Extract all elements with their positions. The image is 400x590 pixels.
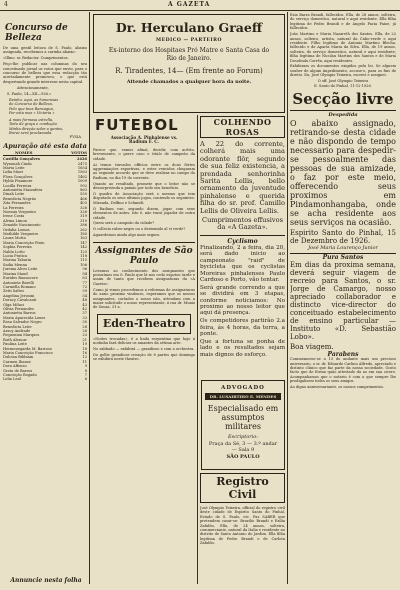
paragraph: Parece que, vamos afinal, decidir, com acêrto, brevemente, o grave caso o titulo de campeão da cidade. (93, 147, 195, 161)
column-registro (200, 472, 285, 586)
vote-count: 118 (80, 254, 87, 259)
contestant-name: Maria Aparecida Lenes (3, 315, 46, 320)
contestant-name: Paulina Leite (3, 342, 27, 347)
contestant-name: Wynonah Cinda (3, 161, 32, 166)
contestant-name: Hermenegarda M. Barroso (3, 346, 53, 351)
vote-count: 83 (82, 276, 87, 281)
contestant-name: Lucia Pratica (3, 254, 28, 259)
vote-count: 26 (82, 328, 87, 333)
paragraph: Finalizando, 2 a feira, dia 20, será dado inicio ao campeonato "raid" de bycicleta que os cyclistas Moreiras pinhalenses Paulo Cardoso e Porto, vão tentar. (200, 244, 285, 283)
vote-count: 21 (82, 337, 87, 342)
vote-row (3, 377, 87, 381)
ad-address: R. Tiradentes, 14— (Em frente ao Forum) (115, 67, 263, 75)
vote-count: 18 (82, 346, 87, 351)
contestant-name: Sophia Ferreira (3, 245, 32, 250)
subheading: Pura Santos (322, 253, 364, 261)
contestant-name: Nalda Lotto (3, 249, 25, 254)
ad-address: Praça da Sé, 3 — 3.º andar — Sala 9 (208, 441, 278, 453)
contestant-name: Lidia Miori (3, 170, 24, 175)
vote-count: 7 (84, 373, 87, 378)
vote-count: 180 (80, 232, 87, 237)
ad-heading: ADVOGADO (221, 385, 265, 391)
vote-count: 2475 (77, 161, 87, 166)
contestant-name: Jurema Alves Leite (3, 267, 38, 272)
vote-count: 1009 (77, 179, 87, 184)
ad-footer: Annuncie nesta folha (10, 577, 82, 584)
contestant-name: Aracy Andrade (3, 328, 31, 333)
column-rule (89, 12, 90, 584)
contestant-name: Antonietta Mazzafera (3, 187, 43, 192)
contestant-name: Dora Affonso (3, 364, 27, 369)
section-title: COLHENDO ROSAS (200, 116, 285, 138)
vote-count: 1654 (77, 165, 87, 170)
page-header (0, 0, 400, 11)
contestant-name: Olga Miluci (3, 302, 25, 307)
contestant-name: Antonieta Barelli (3, 280, 34, 285)
vote-count: 12 (82, 355, 87, 360)
signature: O off. José Olympio Teixeira (317, 79, 369, 84)
ad-role: MEDICO — PARTEIRO (156, 38, 222, 43)
vote-count: 28 (82, 324, 87, 329)
column-header-names: NOMES (15, 149, 33, 155)
signature: S. Paulo, 14—XII—926.» (7, 91, 52, 96)
vote-count: 9 (84, 364, 87, 369)
section-title: Cyclismo (227, 237, 258, 245)
verse-line: Breve será proclamada. (9, 130, 53, 135)
contestant-name: Olivia Fernandes (3, 306, 34, 311)
vote-count: 6 (84, 377, 87, 382)
contestant-name: Maria Conceição Pinto (3, 240, 45, 245)
contestant-name: Dinah Leite (3, 192, 25, 197)
vote-count: 77 (82, 280, 87, 285)
contestant-name: Zita Fernandes (3, 201, 31, 206)
contestant-name: Pequenina Marques (3, 333, 40, 338)
contestant-name: Antonietta Barros (3, 311, 36, 316)
subheading: Associação A. Pinhalense vs. Radium F. C. (110, 135, 178, 145)
verse-line: Teito de graça e condução (9, 122, 57, 127)
ad-office: Escriptorio: (228, 434, 258, 440)
contestant-name: Irene Costa (3, 214, 25, 219)
contestant-name: Marina Maud (3, 271, 28, 276)
signature: José Maria Lourenço Junior (308, 245, 378, 252)
vote-count: 310 (80, 218, 87, 223)
contestant-name: Ruth Alencar (3, 337, 27, 342)
vote-count: 94 (82, 271, 87, 276)
section-title: FUTEBOL (95, 116, 179, 134)
vote-count: 37 (82, 311, 87, 316)
vote-count: 147 (80, 240, 87, 245)
paragraph: O collecio rubro-negro ou o destemido al vi verde? (93, 227, 186, 232)
contestant-name: Alvina Limon (3, 218, 27, 223)
contestant-name: Angelina Jerusini (3, 293, 35, 298)
vote-count: 142 (80, 245, 87, 250)
contestant-name: Zenaide Nascimento (3, 223, 41, 228)
paragraph: Commemorou-se a 13 do andante mais um precioso aniversario, o sr. dr. Eduardo Carlino Alfredo, apreciado e distinto clinico que faz parte da nossa sociedade. Gosto facto que de fórma quão attestado da ao em sua cicero. Acompanhamos que o notario é com a que sempre lhe prodigalisem todos os seus amigos. (290, 357, 396, 384)
ad-hours: Attende chamados a qualquer hora da noite. (126, 79, 252, 85)
author: FYSIA (69, 135, 81, 140)
paragraph: Quanto ao resultado, promete que o leitor não se dessorpreenda a paixão por todo seu beneficio. (93, 181, 195, 191)
paragraph: A 22 do corrente, colherá mais uma odorante flôr, segundo de sua feliz existencia, a prendada senhorinha Sarita Lellis, bello ornamento da juventude pinhalense e querida filha do sr. prof. Camillo Lellis de Oliveira Lellis. (200, 140, 285, 215)
vote-count: 54 (82, 293, 87, 298)
paragraph: Ai temos travados offícios entre os dous fórtes aggremiações esportivas, e estes vencidos chegaram ao seguinte accordo que se deve realizar no campo do Radium, no dia 19 do corrente. (93, 162, 195, 180)
paragraph: Espirito Santo do Pinhal, 15 de Dezembro de 1926. (290, 228, 396, 245)
contestant-name: Zetti Saltes (3, 289, 24, 294)
paragraph: Como já vimos procedemos a reformas de assignaturas do anno proximo vindouro, esperamos que os nossos assignantes, cortados o nosso não, attendam com a maior solicitude o nosso representante, á rua dr. Muniz de Souza, 31 a. (93, 287, 195, 310)
contestant-name: Eurides Buonocore (3, 276, 38, 281)
vote-count: 1563 (77, 170, 87, 175)
contestant-name: Flora Gonçalves (3, 174, 33, 179)
section-title: Concurso de Belleza (5, 23, 68, 43)
verse-line: do Concurso de Belleza, (9, 102, 53, 107)
contestant-name: Rosa Salvador Negro (3, 320, 42, 325)
contestant-name: Carmen Ibanez (3, 359, 31, 364)
contestant-name: Hylda Finamore (3, 179, 33, 184)
vote-count: 43 (82, 302, 87, 307)
paragraph: Cumprimentos effusivos da «A Gazeta». (202, 216, 283, 232)
contestant-name: La Ferreira (3, 205, 24, 210)
paragraph: O quadro de Associação será o mesmo que tem disputado os seus ultimos jogos, contendo os seguintes: Miranda, Delfino e Schmidt. (93, 191, 195, 205)
subheading: Parabens (327, 350, 359, 358)
column-seccao-livre (290, 13, 396, 588)
vote-count: 326 (80, 205, 87, 210)
ad-name: DR. LUSAIRTIHO E. MENDES (205, 393, 281, 400)
contestant-name: Noemia Vergueiro (3, 210, 37, 214)
paragraph: José Olympio Teixeira, official do registro civil deste cidade de Espirito Santo do Pinhal, Estado de S. Paulo, etc. Faz SABER que pretendem casar-se: Brazilio Brandi e Ezilia Zafalôn, Ella, de 24 annos, solteira, commerciante, natural da Italia e residente no distrito de Santo Antonio do Jardim. Ella filha legitima de Pedro Brandi e de Carlota Zafalôn. (200, 506, 285, 546)
paragraph: O Radium vae, segundo dizem, jogar com seus elementos de antes, isto é, não trará jogador de outra cidade. (93, 206, 195, 220)
paragraph: «Noites trocadas», é a linda serpentina que hoje á noitinha fará deliciar os amantes da sétima arte. (93, 336, 195, 346)
vote-count: 16 (82, 351, 87, 355)
vote-count: 262 (80, 227, 87, 232)
vote-count: 59 (82, 289, 87, 294)
paragraph: Ezia Barra Brandi, fallecidos. Ella, de 28 annos, solteira, do serviço domestico, natural e aqui residente. Ella filha legitima de Pedro Brandi e de Angelo Pacia Faioe, já fallecidos. (290, 13, 396, 31)
vote-count: 8 (84, 368, 87, 373)
contestant-name: Doracy Cavalcanti (3, 298, 37, 303)
column-concurso (3, 13, 87, 588)
verse-line: Pelo que teus Rancagua, (9, 106, 54, 111)
vote-count: 403 (80, 201, 87, 206)
signature: Attenciosamente, (17, 85, 49, 90)
vote-count: 33 (82, 315, 87, 320)
lawyer-ad (201, 380, 285, 470)
tally-heading: Apuração até esta data (3, 141, 87, 150)
contestant-name: Dulcina Bibbiam (3, 355, 34, 360)
vote-count: 23 (82, 333, 87, 338)
vote-count: 42 (82, 306, 87, 311)
vote-count: 163 (80, 236, 87, 241)
contestant-name: Greta de Barros (3, 368, 33, 373)
section-title: Secção livre (292, 90, 394, 108)
ad-name: Dr. Herculano Graeff (115, 20, 263, 35)
contestant-name: Marta Leite (3, 165, 25, 170)
vote-count: 48 (82, 298, 87, 303)
doctor-ad (93, 14, 285, 113)
contestant-name: Conceição Rogado (3, 373, 37, 378)
paragraph: Em dias da proxima semana, deverá seguir viagem de recreio para Santos, o sr. Jorge de Camargo, nosso apreciado collaborador e distincto vice-director do conceituado estabelecimento de ensino particular — Instituto «D. Sebastião Lobo». (290, 261, 396, 342)
contestant-name: Benedicta Leite (3, 324, 32, 329)
section-title: Eden-Theatro (102, 316, 186, 330)
vote-count: 30 (82, 320, 87, 325)
ad-city: SÃO PAULO (226, 454, 260, 460)
contestant-name: Lucilla Ferreira (3, 183, 32, 188)
vote-list (3, 157, 87, 382)
vote-count: 319 (80, 214, 87, 219)
contestant-name: Maria Conceição Francisco (3, 351, 53, 355)
paragraph: Peço-lhe publicar nas columnas do seu conceituado jornal os votos que envio, para o concurso de belleza que essa redacção tão acertadamente promoveu, e que está despertando grande interesse nesta capital. (3, 62, 87, 84)
ad-specialty: Especialisado em assumptos militares (207, 404, 279, 431)
paragraph: Do golbe grandiose creação de 8 partes que domingo se exhibirá neste theatro. (93, 353, 195, 362)
contestant-name: Marina Tabarin (3, 258, 32, 263)
paragraph: Levamos ao conhecimento dos assignantes que possuímos em S. Paulo que lá nos cedo esgotou tarde e assim de tanto que recebem assignaturas da «A Gazeta». (93, 268, 195, 286)
paragraph: O abaixo assignado, retirando-se desta cidade e não dispondo de tempo necessario para despedir-se pessoalmente das pessoas de sua amizade, o faz por este meio, offerecendo seus proximos em Pindamonhangaba, onde se acha residente aos seus serviços na ocasião. (290, 119, 396, 228)
paragraph: Que a fortuna se ponha de lado e os resultados sejam mais dignos do esforço. (200, 339, 285, 358)
vote-count: 286 (80, 223, 87, 228)
vote-count: 992 (80, 183, 87, 188)
paragraph: João Martino e Maria Nazareth dos Santos. Ella, de 22 annos, solteiro, artista, natural da Cabo-verde e aqui residente. Filho legítimo de Antonio Martino Blecha, fallecido e de Aparta Maria da Silva. Ella, de 19 annos, solteira, do serviço domestico, natural e aqui residente; filha legitima de Nicolau Martins dos Santos e de Maria Dosolinda Corrêa, aqui residentes. (290, 32, 396, 63)
vote-count: 326 (80, 210, 87, 214)
page-number: 4 (4, 1, 8, 8)
paragraph: Os competidores partirão 2.a feira, ás 4 horas, da terra, a ponte. (200, 318, 285, 338)
paragraph: Ao digno anniversariante, os nossos cumprimentos. (290, 385, 385, 390)
contestant-name: Benedicta Negrão (3, 196, 36, 201)
vote-count: 2426 (76, 157, 87, 162)
contestant-name: Lelia Leal (3, 377, 21, 382)
vote-count: 125 (80, 249, 87, 254)
contestant-name: Mathilde Vergueiro (3, 232, 39, 237)
vote-count: 1462 (77, 174, 87, 179)
vote-count: 11 (82, 359, 87, 364)
section-title: Registro Civil (200, 473, 285, 503)
paragraph: De uma gentil leitora de S. Paulo, abaixo assignada, recebemos a carinha abaixo: (3, 46, 87, 55)
contestant-name: Carmella Romano (3, 284, 36, 289)
verse-line: Minha direção solar a gentes, (9, 126, 64, 131)
paragraph: «Illmo. sr. Redactor. Cumprimentos. (3, 56, 69, 61)
verse-line: Por esta mas « Victoria » (9, 111, 55, 116)
paragraph: Quem será o campeão da cidade? (93, 221, 155, 226)
contestant-name: Ordalia Lemos (3, 227, 30, 232)
column-futebol (93, 115, 195, 587)
column-rule (197, 115, 198, 584)
vote-count: 466 (80, 196, 87, 201)
verse-line: Reinho, aqui, as honorosas (9, 98, 59, 103)
subheading: Despedida (328, 112, 358, 118)
contestant-name: Laura Motta (3, 236, 26, 241)
dateline: E. Santo do Pinhal, 11-12-1926. (314, 83, 372, 88)
paragraph: Aguardemos ainda algo mais seguro. (93, 233, 161, 238)
vote-count: 106 (80, 262, 87, 267)
column-header-votes: VOTOS (71, 149, 87, 155)
verse-line: A mais formosa estrella, (9, 117, 54, 122)
vote-count: 19 (82, 342, 87, 347)
contestant-name: Sadia Menna (3, 262, 27, 267)
vote-count: 115 (80, 258, 87, 263)
vote-count: 72 (82, 284, 87, 289)
section-title: Assignantes de São Paulo (95, 245, 193, 266)
vote-count: 863 (80, 187, 87, 192)
paragraph: No sabbado — exhibirá — grandioso e com a orchestra. (93, 347, 195, 352)
contestant-name: Castilla Gonçalves (3, 157, 40, 162)
vote-count: 550 (80, 192, 87, 197)
vote-count: 96 (82, 267, 87, 272)
paragraph: Boa viagem. (290, 342, 334, 351)
newspaper-title: A GAZETA (168, 1, 211, 8)
paragraph: Será grande correndo a que se dividirá em 3 etapas, conforme noticiamos: No proximo ao nosso leitor que aqui dá presença. (200, 284, 285, 317)
paragraph: Exhibiram os documentos exigidos pela lei. Se alguem souber de algum impedimento, accuse-o, para os fins de direito. Eu, José Olympio Teixeira, escrevi e assignei. (290, 64, 396, 78)
ad-line: Ex-interno dos Hospitaes Pró Matre e Santa Casa do Rio de Janeiro. (108, 47, 270, 62)
column-rule (287, 12, 288, 584)
